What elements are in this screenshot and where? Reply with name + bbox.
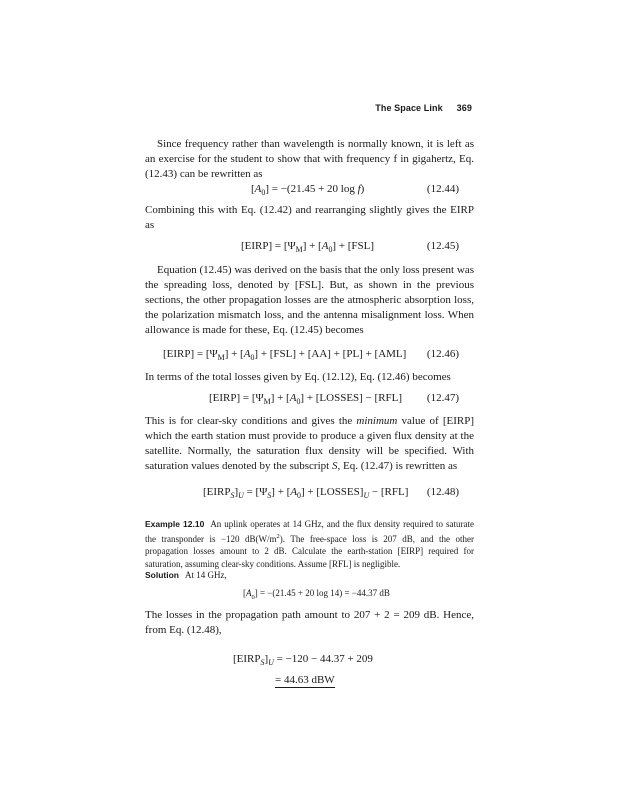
example-label: Example 12.10 <box>145 519 205 529</box>
equation-12-46-number: (12.46) <box>426 348 459 360</box>
equation-12-45-expr: [EIRP] = $[\Psi_M] + [A_0] + [FSL]$ <box>241 240 375 255</box>
equation-12-48-expr: $[EIRP_S]_U = [\Psi_S] + [A_0]$ + $[LOSSES]_U - [RFL]$ <box>203 486 409 501</box>
result-line-2 <box>275 673 335 688</box>
result-line-1: $[EIRP_S]_U = -120 - 44.37 + 209$ <box>233 653 373 668</box>
equation-12-48 <box>145 485 474 500</box>
equation-12-48-number: (12.48) <box>426 486 459 498</box>
equation-12-47-expr: [EIRP] = $[\Psi_M] + [A_0]$ + [LOSSES] − [RFL] <box>209 392 403 407</box>
solution-label: Solution <box>145 570 179 580</box>
paragraph-frequency: Since frequency rather than wavelength is normally known, it is left as an exercise for the student to show that with frequency f in gigahertz, Eq. (12.43) can be rewritten as <box>145 138 474 180</box>
equation-12-46 <box>145 347 474 362</box>
equation-12-47-number: (12.47) <box>426 392 459 404</box>
solution-intro: Solution At 14 GHz, <box>145 570 227 580</box>
paragraph-propagation-path: The losses in the propagation path amount to 207 + 2 = 209 dB. Hence, from Eq. (12.48), <box>145 609 474 636</box>
equation-12-46-expr: [EIRP] = $[\Psi_M] + [A_0] + [FSL] + [AA] + [PL] + [AML]$ <box>163 348 407 363</box>
page-number: 369 <box>456 103 472 113</box>
running-header <box>375 103 472 113</box>
equation-12-44-number: (12.44) <box>426 183 459 195</box>
example-12-10: Example 12.10 An uplink operates at 14 GHz, and the flux density required to saturate the transponder is −120 $dB(W/m^2)$. The free-space loss is 207 dB, and the other propagation losses amount to 2 dB. Calculate the earth-station [EIRP] required for saturation, assuming clear-sky conditions. Assume [RFL] is negligible. <box>145 519 474 569</box>
equation-12-44 <box>145 182 474 197</box>
paragraph-combining: Combining this with Eq. (12.42) and rearranging slightly gives the EIRP as <box>145 204 474 231</box>
equation-12-45-number: (12.45) <box>426 240 459 252</box>
header-title: The Space Link <box>375 103 443 113</box>
paragraph-equation-derived: Equation (12.45) was derived on the basis that the only loss present was the spreading loss, denoted by [FSL]. But, as shown in the previous sections, the other propagation losses are the atmospheric absorption loss, the polarization mismatch loss, and the antenna misalignment loss. When allowance is made for these, Eq. (12.45) becomes <box>145 264 474 336</box>
paragraph-clear-sky: This is for clear-sky conditions and gives the minimum value of [EIRP] which the earth station must provide to produce a given flux density at the satellite. Normally, the saturation flux density will be specified. With saturation values denoted by the subscript S, Eq. (12.47) is rewritten as <box>145 415 474 472</box>
solution-equation: $[A_0] = -(21.45 + 20$ log 14) = −44.37 dB <box>243 588 390 601</box>
equation-12-47 <box>145 391 474 406</box>
equation-12-44-expr: $[A_0] = -(21.45 + 20$ log f) <box>251 183 365 198</box>
final-answer: = 44.63 dBW <box>275 674 335 686</box>
equation-12-45 <box>145 239 474 254</box>
paragraph-total-losses: In terms of the total losses given by Eq. (12.12), Eq. (12.46) becomes <box>145 371 451 383</box>
